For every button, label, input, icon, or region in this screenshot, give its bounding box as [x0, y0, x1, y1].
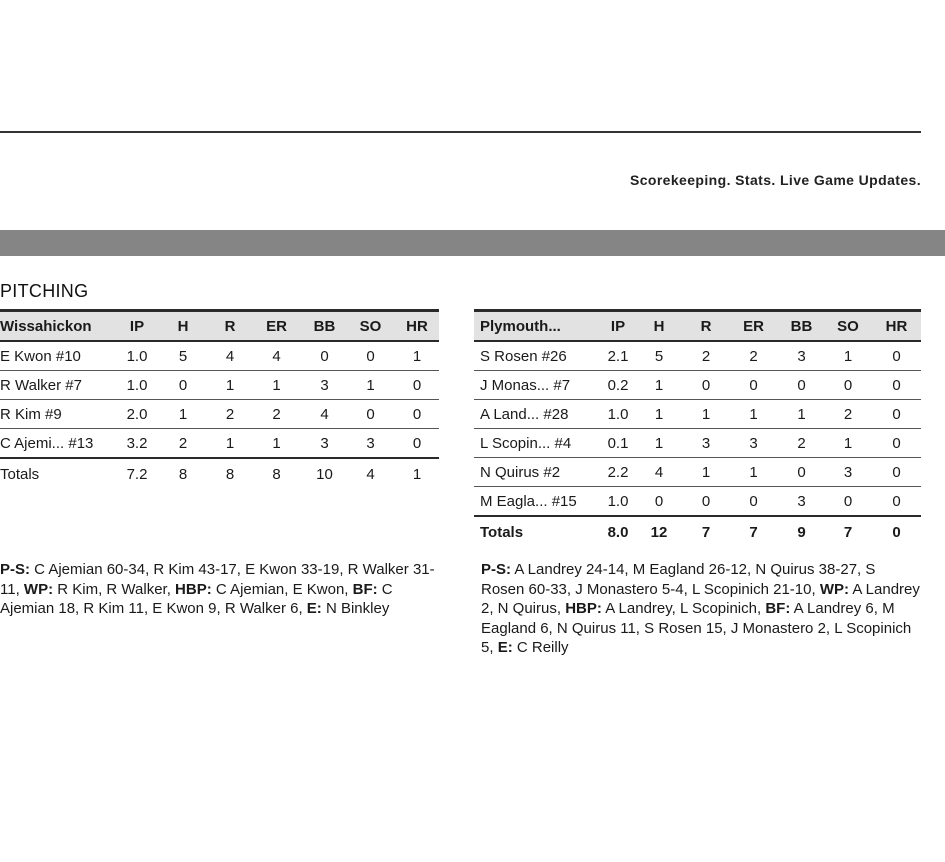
stat-cell: 2 — [156, 429, 210, 459]
stat-cell: 2.0 — [118, 400, 156, 429]
stat-cell: 0 — [872, 429, 921, 458]
column-header: HR — [885, 317, 908, 335]
totals-label: Totals — [0, 458, 118, 489]
table-row — [474, 429, 921, 458]
stat-cell: 1 — [395, 341, 439, 371]
note-text: A Landrey 6, M Eagland 6, N Quirus 11, S Rosen 15, J Monastero 2, L Scopinich 5, — [481, 600, 912, 656]
pitcher-name: L Scopin... #4 — [474, 429, 602, 458]
column-header: BB — [790, 317, 813, 335]
column-header: SO — [837, 317, 859, 335]
stat-cell: 1 — [824, 341, 872, 371]
stat-cell: 4 — [210, 341, 250, 371]
stat-cell: 3 — [684, 429, 728, 458]
stat-cell: 0 — [346, 400, 395, 429]
stat-cell: 0 — [872, 371, 921, 400]
totals-cell: 9 — [779, 516, 824, 547]
header-divider — [0, 131, 921, 133]
team-name-header: Wissahickon — [0, 317, 92, 335]
table-row — [474, 487, 921, 517]
totals-cell: 1 — [395, 458, 439, 489]
note-label: HBP: — [175, 580, 212, 598]
stat-cell: 0 — [395, 371, 439, 400]
section-band — [0, 230, 945, 256]
column-header: IP — [610, 317, 626, 335]
stat-cell: 0 — [824, 371, 872, 400]
pitcher-name: J Monas... #7 — [474, 371, 602, 400]
stat-cell: 0 — [872, 400, 921, 429]
away-pitching-table — [474, 309, 921, 547]
home-pitching-table — [0, 309, 439, 489]
section-title: PITCHING — [0, 281, 89, 301]
stat-cell: 0.2 — [602, 371, 634, 400]
table-header-row — [474, 311, 921, 342]
pitcher-name: R Walker #7 — [0, 371, 118, 400]
note-text: A Landrey 2, N Quirus, — [481, 580, 920, 617]
table-header-row — [0, 311, 439, 342]
totals-cell: 8 — [156, 458, 210, 489]
note-label: P-S: — [0, 561, 30, 578]
column-header: IP — [129, 317, 145, 335]
stat-cell: 0 — [156, 371, 210, 400]
column-header: ER — [743, 317, 764, 335]
stat-cell: 2 — [210, 400, 250, 429]
totals-cell: 8 — [250, 458, 303, 489]
note-label: BF: — [765, 600, 791, 617]
note-label: E: — [306, 600, 322, 617]
stat-cell: 2 — [779, 429, 824, 458]
stat-cell: 4 — [250, 341, 303, 371]
stat-cell: 1.0 — [602, 400, 634, 429]
home-pitching-notes — [0, 560, 440, 619]
stat-cell: 1.0 — [118, 371, 156, 400]
pitcher-name: A Land... #28 — [474, 400, 602, 429]
stat-cell: 0 — [395, 429, 439, 459]
note-text: A Landrey, L Scopinich, — [601, 600, 766, 617]
stat-cell: 5 — [634, 341, 684, 371]
column-header: ER — [266, 317, 287, 335]
note-text: N Binkley — [321, 600, 390, 617]
stat-cell: 1 — [824, 429, 872, 458]
totals-cell: 10 — [303, 458, 346, 489]
totals-cell: 12 — [634, 516, 684, 547]
away-rows — [474, 341, 921, 547]
note-text: A Landrey 24-14, M Eagland 26-12, N Quirus 38-27, S Rosen 60-33, J Monastero 5-4, L Scopinich 21-10, — [481, 561, 876, 598]
stat-cell: 2.1 — [602, 341, 634, 371]
stat-cell: 1 — [250, 371, 303, 400]
note-text: C Ajemian 60-34, R Kim 43-17, E Kwon 33-19, R Walker 31-11, — [0, 561, 435, 598]
pitcher-name: E Kwon #10 — [0, 341, 118, 371]
stat-cell: 1 — [634, 371, 684, 400]
tagline: Scorekeeping. Stats. Live Game Updates. — [629, 172, 921, 188]
table-row — [0, 371, 439, 400]
note-label: WP: — [819, 580, 849, 598]
note-label: P-S: — [481, 561, 511, 578]
stat-cell: 5 — [156, 341, 210, 371]
column-header: R — [700, 317, 712, 335]
stat-cell: 1 — [728, 458, 779, 487]
stat-cell: 4 — [303, 400, 346, 429]
totals-label: Totals — [474, 516, 602, 547]
stat-cell: 1 — [250, 429, 303, 459]
team-name-header: Plymouth... — [480, 317, 561, 335]
totals-cell: 4 — [346, 458, 395, 489]
note-label: BF: — [352, 580, 378, 598]
stat-cell: 1 — [684, 400, 728, 429]
totals-cell: 8.0 — [602, 516, 634, 547]
table-row — [0, 429, 439, 459]
column-header: H — [177, 317, 189, 335]
totals-row — [474, 516, 921, 547]
table-row — [474, 458, 921, 487]
stat-cell: 0 — [779, 371, 824, 400]
stat-cell: 1 — [634, 400, 684, 429]
column-header: BB — [313, 317, 336, 335]
pitcher-name: R Kim #9 — [0, 400, 118, 429]
stat-cell: 1 — [156, 400, 210, 429]
stat-cell: 3 — [779, 487, 824, 517]
totals-row — [0, 458, 439, 489]
stat-cell: 0 — [728, 371, 779, 400]
stat-cell: 3 — [303, 429, 346, 459]
totals-cell: 7 — [824, 516, 872, 547]
pitcher-name: C Ajemi... #13 — [0, 429, 118, 459]
home-rows — [0, 341, 439, 489]
stat-cell: 0 — [872, 458, 921, 487]
column-header: R — [224, 317, 236, 335]
note-label: HBP: — [565, 600, 602, 617]
stat-cell: 1 — [684, 458, 728, 487]
stat-cell: 1.0 — [602, 487, 634, 517]
stat-cell: 1.0 — [118, 341, 156, 371]
note-label: E: — [497, 639, 513, 656]
stat-cell: 1 — [346, 371, 395, 400]
stat-cell: 3 — [824, 458, 872, 487]
note-text: C Ajemian, E Kwon, — [211, 580, 353, 598]
stat-cell: 1 — [210, 429, 250, 459]
stat-cell: 0 — [872, 487, 921, 517]
stat-cell: 1 — [210, 371, 250, 400]
totals-cell: 8 — [210, 458, 250, 489]
table-row — [0, 341, 439, 371]
totals-cell: 7 — [728, 516, 779, 547]
pitcher-name: M Eagla... #15 — [474, 487, 602, 517]
stat-cell: 3 — [728, 429, 779, 458]
stat-cell: 0 — [303, 341, 346, 371]
stat-cell: 0 — [824, 487, 872, 517]
stat-cell: 0 — [728, 487, 779, 517]
stat-cell: 2.2 — [602, 458, 634, 487]
stat-cell: 0 — [684, 371, 728, 400]
totals-cell: 7 — [684, 516, 728, 547]
note-label: WP: — [23, 580, 54, 598]
stat-cell: 2 — [824, 400, 872, 429]
note-text: R Kim, R Walker, — [53, 580, 176, 598]
stat-cell: 1 — [779, 400, 824, 429]
away-pitching-notes — [481, 560, 921, 658]
totals-cell: 7.2 — [118, 458, 156, 489]
note-text: C Ajemian 18, R Kim 11, E Kwon 9, R Walker 6, — [0, 580, 393, 617]
column-header: H — [653, 317, 665, 335]
stat-cell: 0 — [779, 458, 824, 487]
stat-cell: 0 — [684, 487, 728, 517]
table-row — [474, 371, 921, 400]
stat-cell: 1 — [728, 400, 779, 429]
stat-cell: 0 — [395, 400, 439, 429]
column-header: HR — [406, 317, 428, 335]
table-row — [0, 400, 439, 429]
pitcher-name: N Quirus #2 — [474, 458, 602, 487]
stat-cell: 4 — [634, 458, 684, 487]
pitcher-name: S Rosen #26 — [474, 341, 602, 371]
stat-cell: 0 — [634, 487, 684, 517]
table-row — [474, 400, 921, 429]
stat-cell: 2 — [250, 400, 303, 429]
stat-cell: 3.2 — [118, 429, 156, 459]
column-header: SO — [359, 317, 382, 335]
stat-cell: 3 — [346, 429, 395, 459]
stat-cell: 2 — [684, 341, 728, 371]
stat-cell: 3 — [303, 371, 346, 400]
stat-cell: 2 — [728, 341, 779, 371]
table-row — [474, 341, 921, 371]
note-text: C Reilly — [512, 639, 569, 656]
stat-cell: 0.1 — [602, 429, 634, 458]
stat-cell: 3 — [779, 341, 824, 371]
totals-cell: 0 — [872, 516, 921, 547]
stat-cell: 0 — [872, 341, 921, 371]
stat-cell: 0 — [346, 341, 395, 371]
stat-cell: 1 — [634, 429, 684, 458]
